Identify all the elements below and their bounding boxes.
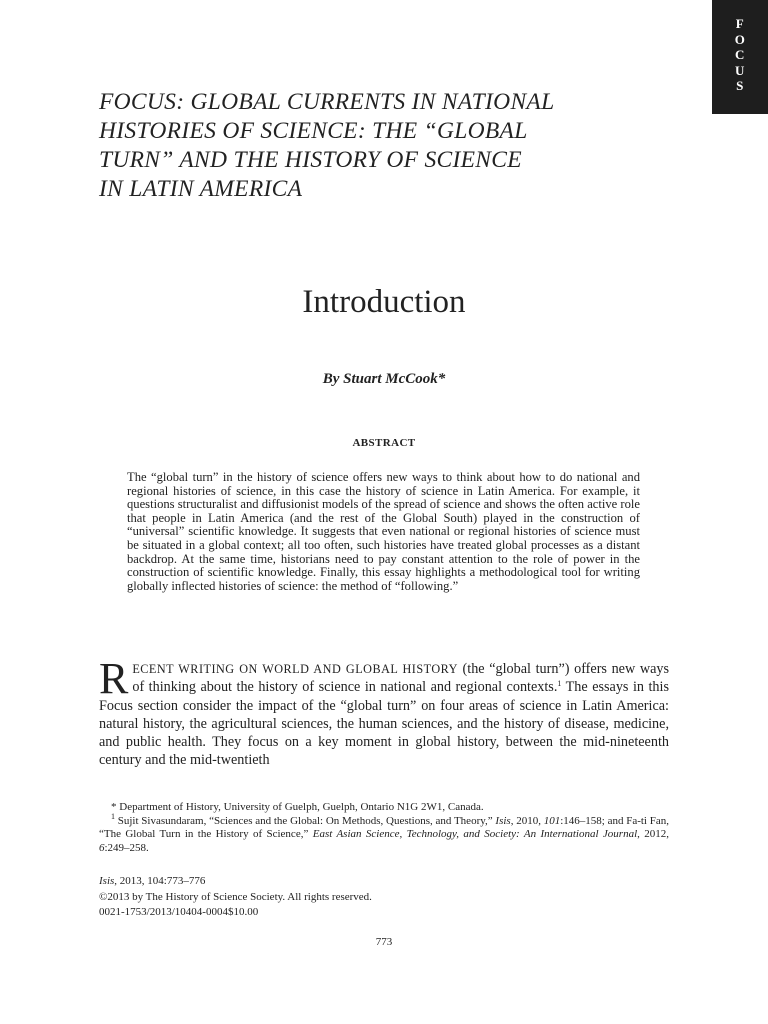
focus-tab-letter: U <box>735 62 745 78</box>
journal-name: East Asian Science, Technology, and Society: An International Journal <box>312 828 638 841</box>
copyright-line: ©2013 by The History of Science Society. All rights reserved. <box>99 890 372 903</box>
small-caps-lead: ECENT WRITING ON WORLD AND GLOBAL HISTORY <box>132 662 458 676</box>
footnote-1 <box>99 811 670 856</box>
body-text-segment: The essays in this Focus section consider the impact of the “global turn” on four areas of science in Latin America: natural history, the agricultural sciences, the human sciences, and the history of disease, medicine, and public health. They focus on a key moment in global history, between the mid-nineteenth century and the mid-twentieth <box>99 679 669 769</box>
journal-citation <box>99 874 499 890</box>
volume-number: 101 <box>543 814 561 827</box>
abstract-heading: ABSTRACT <box>352 437 416 449</box>
page-number: 773 <box>375 936 393 948</box>
footnote-reference: 1 <box>557 679 562 689</box>
footnote-text: :146–158; and Fa-ti Fan, “The Global Turn in the History of Science,” <box>99 814 669 841</box>
footnote-text: , 2010, <box>510 814 544 827</box>
citation-details: , 2013, 104:773–776 <box>114 875 206 887</box>
volume-number: 6 <box>99 841 105 854</box>
article-title: Introduction <box>302 284 466 320</box>
footnote-text: :249–258. <box>104 841 149 854</box>
author-byline: By Stuart McCook* <box>322 371 446 387</box>
publication-code: 0021-1753/2013/10404-0004$10.00 <box>99 906 259 918</box>
focus-tab-letter: C <box>735 47 745 62</box>
footnote-text: Sujit Sivasundaram, “Sciences and the Global: On Methods, Questions, and Theory,” <box>115 814 496 827</box>
abstract-text: The “global turn” in the history of science offers new ways to think about how to do national and regional histories of science, in this case the history of science in Latin America. For example, it questions structuralist and diffusionist models of the spread of science and shows the often active role that people in Latin America (and the rest of the Global South) played in the construction of “universal” scientific knowledge. It suggests that even national or regional histories of science must be situated in a global context; all too often, such histories have treated global processes as a distant backdrop. At the same time, historians need to pay constant attention to the role of power in the construction of scientific knowledge. Finally, this essay highlights a methodological tool for writing globally inflected histories of science: the method of “following.” <box>127 470 640 593</box>
publication-info <box>99 874 499 921</box>
author-affiliation-note: * Department of History, University of Guelph, Guelph, Ontario N1G 2W1, Canada. <box>111 801 484 813</box>
section-title-line: HISTORIES OF SCIENCE: THE “GLOBAL <box>99 118 528 144</box>
body-text-segment: (the “global turn”) offers new ways of thinking about the history of science in national and regional contexts. <box>132 661 669 696</box>
drop-cap: R <box>99 654 129 703</box>
journal-name: Isis <box>99 875 115 887</box>
section-title-line: FOCUS: GLOBAL CURRENTS IN NATIONAL <box>99 89 555 115</box>
section-title-line: TURN” AND THE HISTORY OF SCIENCE <box>99 147 522 173</box>
focus-tab-letter: F <box>735 16 745 31</box>
body-paragraph <box>99 654 669 770</box>
focus-tab-letter: O <box>734 31 746 47</box>
section-title <box>99 88 699 204</box>
footnote-number: 1 <box>111 811 115 821</box>
journal-name: Isis <box>495 814 511 827</box>
footnote-text: , 2012, <box>637 828 670 841</box>
footnotes <box>99 801 669 855</box>
focus-section-tab <box>712 0 768 114</box>
focus-tab-letter: S <box>736 78 744 93</box>
section-title-line: IN LATIN AMERICA <box>99 176 303 202</box>
